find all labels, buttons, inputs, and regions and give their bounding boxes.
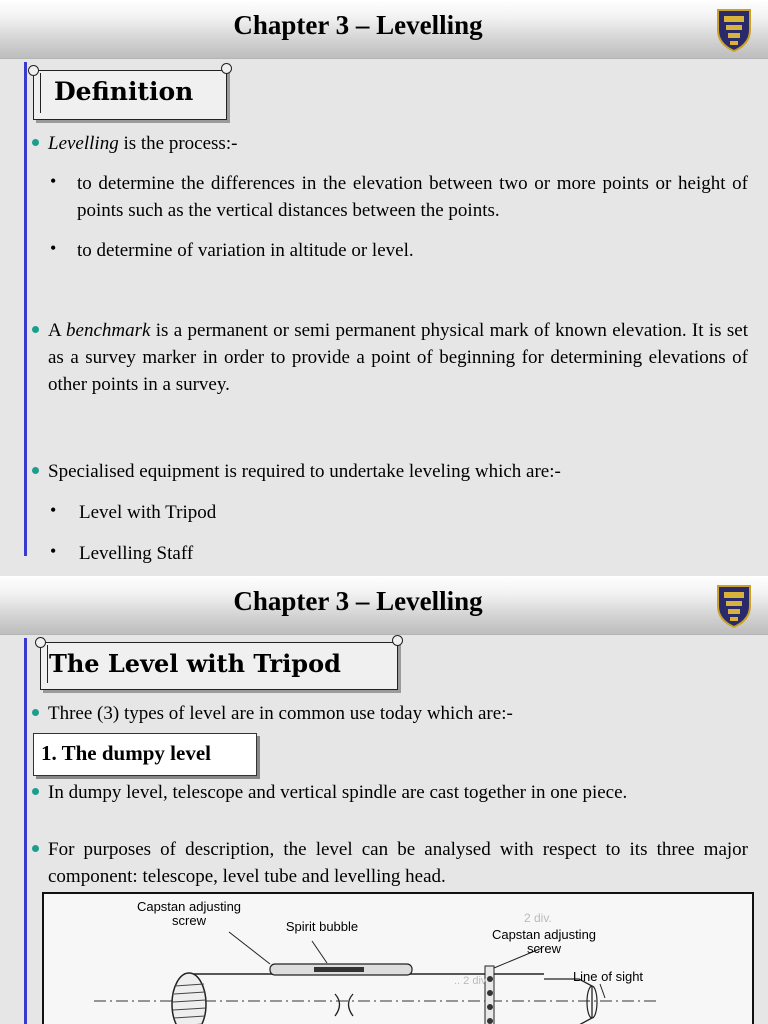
- paragraph-types: Three (3) types of level are in common use today which are:-: [48, 703, 513, 724]
- paragraph-benchmark: [48, 317, 748, 398]
- paragraph-text: is the process:-: [118, 133, 238, 154]
- list-item: to determine the differences in the elevation between two or more points or height of points such as the vertical distances between the points.: [77, 173, 748, 221]
- list-item: Level with Tripod: [79, 502, 217, 523]
- bullet-dot: [32, 845, 39, 852]
- slide-level-tripod: [0, 576, 768, 1024]
- sub-bullet: •: [50, 541, 57, 561]
- term-levelling: Levelling: [48, 133, 119, 154]
- paragraph-text: A: [48, 320, 67, 341]
- left-rule: [24, 638, 27, 1024]
- slide-header: [0, 0, 768, 59]
- paragraph-dumpy: In dumpy level, telescope and vertical spindle are cast together in one piece.: [48, 782, 628, 803]
- slide-title: Chapter 3 – Levelling: [233, 10, 483, 40]
- dumpy-level-diagram: [42, 892, 754, 1024]
- section-heading-box: [40, 642, 398, 690]
- left-rule: [24, 62, 27, 556]
- sub-bullet: •: [50, 500, 57, 520]
- paragraph-equipment: Specialised equipment is required to undertake leveling which are:-: [48, 461, 561, 482]
- university-crest-icon: [715, 584, 753, 628]
- list-item: Levelling Staff: [79, 543, 194, 564]
- bullet-dot: [32, 326, 39, 333]
- label-capstan-screw-right: Capstan adjusting screw: [491, 927, 597, 956]
- section-heading: The Level with Tripod: [49, 649, 341, 678]
- subheading-box: [33, 733, 257, 776]
- bullet-dot: [32, 139, 39, 146]
- sub-bullet: •: [50, 171, 57, 191]
- university-crest-icon: [715, 8, 753, 52]
- term-benchmark: benchmark: [66, 320, 151, 341]
- section-heading-box: [33, 70, 227, 120]
- sub-bullet: •: [50, 238, 57, 258]
- subheading: 1. The dumpy level: [41, 741, 211, 765]
- label-spirit-bubble: Spirit bubble: [285, 919, 359, 934]
- bullet-dot: [32, 709, 39, 716]
- slide-title: Chapter 3 – Levelling: [233, 586, 483, 616]
- paragraph-text: is a permanent or semi permanent physical mark of known elevation. It is set as a survey marker in order to provide a point of beginning for determining elevations of other points in a survey.: [48, 320, 748, 395]
- svg-text:2 div.: 2 div.: [524, 911, 552, 925]
- paragraph-levelling: [48, 130, 748, 157]
- list-item: to determine of variation in altitude or level.: [77, 240, 414, 261]
- section-heading: Definition: [54, 77, 194, 106]
- paragraph-components: For purposes of description, the level can be analysed with respect to its three major component: telescope, level tube and levelling head.: [48, 839, 748, 887]
- svg-text:.. 2 div: .. 2 div: [454, 975, 487, 987]
- slide-header: [0, 576, 768, 635]
- bullet-dot: [32, 788, 39, 795]
- label-line-of-sight: Line of sight: [572, 969, 644, 984]
- label-capstan-screw-left: Capstan adjusting screw: [136, 899, 242, 928]
- bullet-dot: [32, 467, 39, 474]
